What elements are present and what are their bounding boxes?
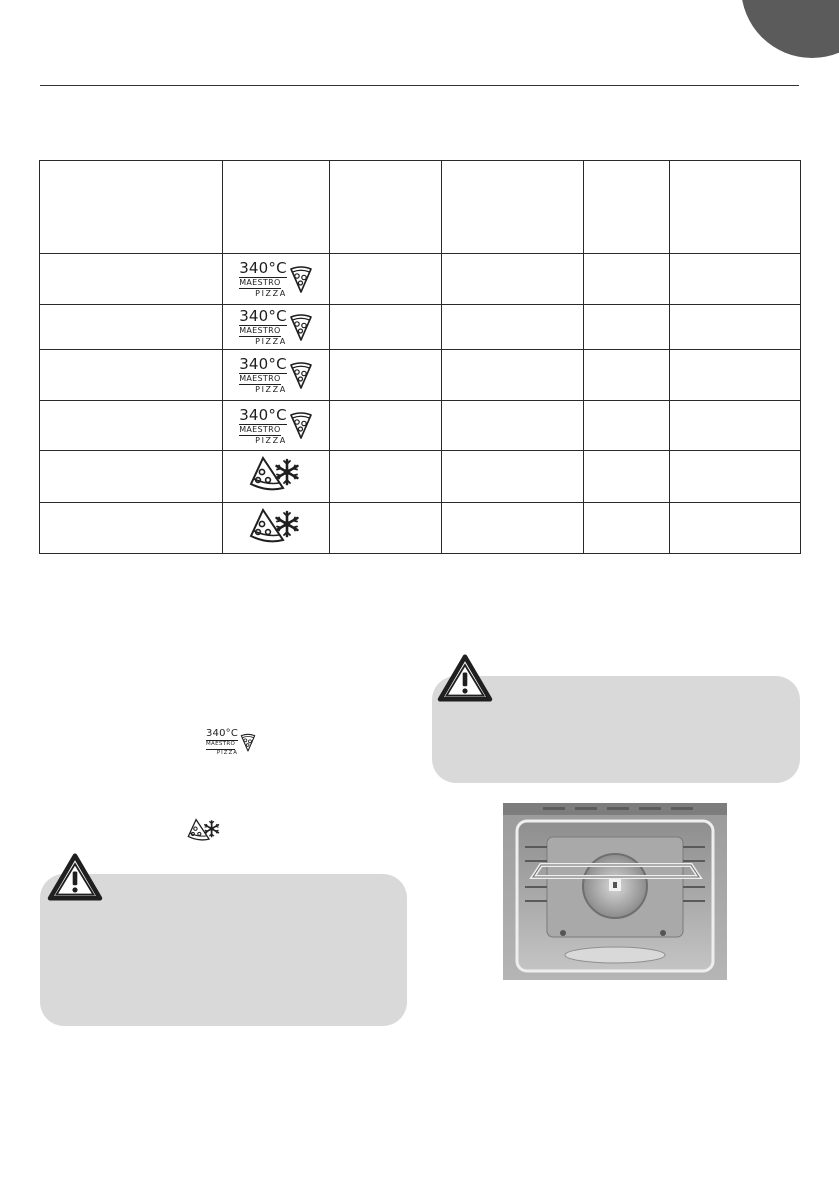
table-cell bbox=[330, 503, 442, 554]
table-cell bbox=[330, 451, 442, 503]
function-cell bbox=[223, 503, 330, 554]
header-cell bbox=[584, 161, 670, 254]
header-cell bbox=[330, 161, 442, 254]
table-cell bbox=[670, 254, 801, 305]
table-cell bbox=[584, 451, 670, 503]
table-row bbox=[40, 350, 801, 401]
maestro-pizza-icon: 340°C MAESTRO PIZZA bbox=[239, 357, 313, 394]
header-cell bbox=[442, 161, 584, 254]
header-cell bbox=[670, 161, 801, 254]
table-cell bbox=[442, 305, 584, 350]
table-cell bbox=[40, 305, 223, 350]
page-corner-tab bbox=[741, 0, 839, 58]
table-cell bbox=[40, 254, 223, 305]
header-cell bbox=[223, 161, 330, 254]
table-row bbox=[40, 401, 801, 451]
table-row bbox=[40, 254, 801, 305]
table-header-row bbox=[40, 161, 801, 254]
table-cell bbox=[584, 503, 670, 554]
maestro-pizza-icon: 340°C MAESTRO PIZZA bbox=[206, 729, 256, 756]
table-cell bbox=[670, 503, 801, 554]
table-cell bbox=[330, 254, 442, 305]
frozen-pizza-icon bbox=[187, 817, 222, 843]
function-cell bbox=[223, 451, 330, 503]
table-cell bbox=[40, 401, 223, 451]
table-row bbox=[40, 503, 801, 554]
oven-cavity-image bbox=[503, 803, 727, 980]
table-cell bbox=[330, 350, 442, 401]
warning-triangle-icon bbox=[47, 853, 103, 901]
table-row bbox=[40, 451, 801, 503]
maestro-pizza-icon: 340°C MAESTRO PIZZA bbox=[239, 309, 313, 346]
table-cell bbox=[584, 350, 670, 401]
warning-triangle-icon bbox=[437, 654, 493, 702]
table-cell bbox=[442, 254, 584, 305]
cooking-table bbox=[39, 160, 801, 554]
table-cell bbox=[584, 254, 670, 305]
table-cell bbox=[330, 401, 442, 451]
frozen-pizza-icon bbox=[249, 506, 303, 546]
table-cell bbox=[442, 350, 584, 401]
table-cell bbox=[670, 305, 801, 350]
function-cell bbox=[223, 254, 330, 305]
header-rule bbox=[40, 85, 799, 86]
table-cell bbox=[584, 305, 670, 350]
function-cell bbox=[223, 350, 330, 401]
frozen-pizza-icon bbox=[249, 454, 303, 494]
function-cell bbox=[223, 401, 330, 451]
table-cell bbox=[584, 401, 670, 451]
table-cell bbox=[40, 503, 223, 554]
table-row bbox=[40, 305, 801, 350]
table-cell bbox=[670, 401, 801, 451]
table-cell bbox=[670, 350, 801, 401]
maestro-pizza-icon: 340°C MAESTRO PIZZA bbox=[239, 408, 313, 445]
table-cell bbox=[40, 350, 223, 401]
table-cell bbox=[40, 451, 223, 503]
table-cell bbox=[442, 401, 584, 451]
table-cell bbox=[442, 503, 584, 554]
table-cell bbox=[442, 451, 584, 503]
maestro-pizza-icon: 340°C MAESTRO PIZZA bbox=[239, 261, 313, 298]
table-cell bbox=[330, 305, 442, 350]
table-cell bbox=[670, 451, 801, 503]
function-cell bbox=[223, 305, 330, 350]
header-cell bbox=[40, 161, 223, 254]
